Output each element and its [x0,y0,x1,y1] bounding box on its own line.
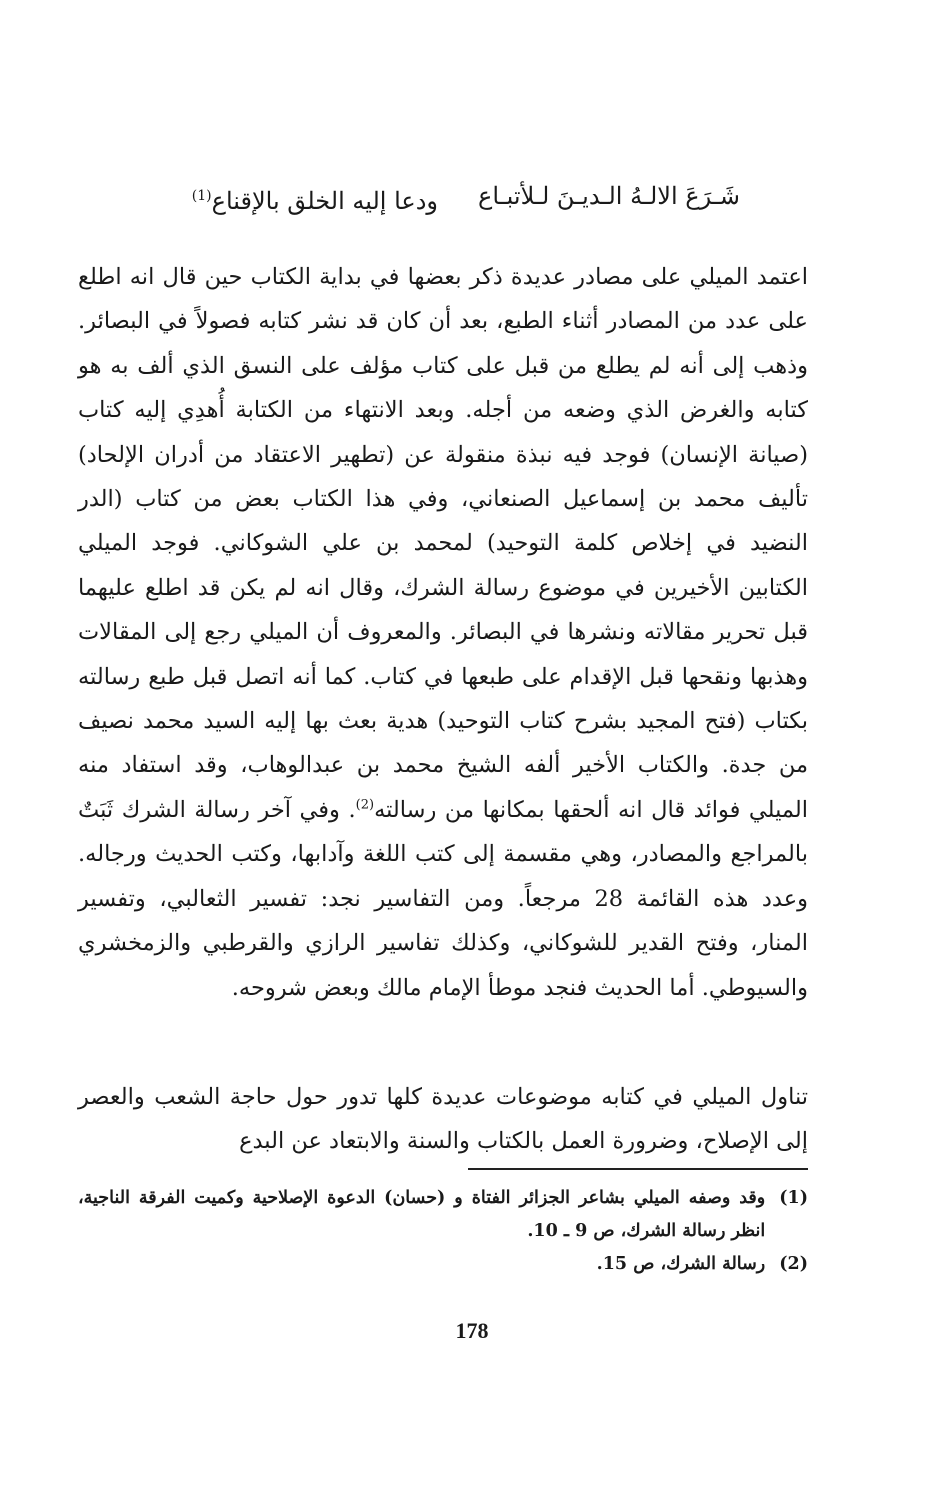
verse-hemistich-second [192,176,438,221]
paragraph-sources-part-1: اعتمد الميلي على مصادر عديدة ذكر بعضها في بداية الكتاب حين قال انه اطلع على عدد من المصادر أثناء الطبع، بعد أن كان قد نشر كتابه فصولاً في البصائر. وذهب إلى أنه لم يطلع من قبل على كتاب مؤلف على النسق الذي ألف به هو كتابه والغرض الذي وضعه من أجله. وبعد الانتهاء من الكتابة أُهدِي إليه كتاب (صيانة الإنسان) فوجد فيه نبذة منقولة عن (تطهير الاعتقاد من أدران الإلحاد) تأليف محمد بن إسماعيل الصنعاني، وفي هذا الكتاب بعض من كتاب (الدر النضيد في إخلاص كلمة التوحيد) لمحمد بن علي الشوكاني. فوجد الميلي الكتابين الأخيرين في موضوع رسالة الشرك، وقال انه لم يكن قد اطلع عليهما قبل تحرير مقالاته ونشرها في البصائر. والمعروف أن الميلي رجع إلى المقالات وهذبها ونقحها قبل الإقدام على طبعها في كتاب. كما أنه اتصل قبل طبع رسالته بكتاب (فتح المجيد بشرح كتاب التوحيد) هدية بعث بها إليه السيد محمد نصيف من جدة. والكتاب الأخير ألفه الشيخ محمد بن عبدالوهاب، وقد استفاد منه الميلي فوائد قال انه ألحقها بمكانها من رسالته [78,264,808,823]
verse-hemistich-first: شَـرَعَ الالـهُ الـديـنَ لـلأتبـاع [478,182,740,210]
paragraph-topics: تناول الميلي في كتابه موضوعات عديدة كلها تدور حول حاجة الشعب والعصر إلى الإصلاح، وضرورة العمل بالكتاب والسنة والابتعاد عن البدع [78,1084,808,1155]
page-number: 178 [455,1318,489,1343]
paragraph-sources [78,255,808,1010]
paragraph-sources-part-2: . وفي آخر رسالة الشرك ثَبَتٌ بالمراجع والمصادر، وهي مقسمة إلى كتب اللغة وآدابها، وكتب الحديث ورجاله. وعدد هذه القائمة 28 مرجعاً. ومن التفاسير نجد: تفسير الثعالبي، وتفسير المنار، وفتح القدير للشوكاني، وكذلك تفاسير الرازي والقرطبي والزمخشري والسيوطي. أما الحديث فنجد موطأ الإمام مالك وبعض شروحه. [78,796,809,1001]
footnote-ref-1: (1) [191,188,212,204]
poem-verse [120,176,740,221]
footnote-separator [468,1168,808,1170]
footnotes [78,1182,808,1281]
footnote-item [78,1182,808,1248]
footnote-ref-2: (2) [355,797,375,813]
footnote-text: رسالة الشرك، ص 15. [596,1254,766,1274]
footnote-number: (1) [779,1188,808,1208]
footnote-number: (2) [779,1254,808,1274]
footnote-text: وقد وصفه الميلي بشاعر الجزائر الفتاة و (حسان) الدعوة الإصلاحية وكميت الفرقة الناجية، انظر رسالة الشرك، ص 9 ـ 10. [78,1188,766,1241]
verse-hemistich-second-text: ودعا إليه الخلق بالإقناع [211,187,438,215]
footnote-item [78,1248,808,1281]
